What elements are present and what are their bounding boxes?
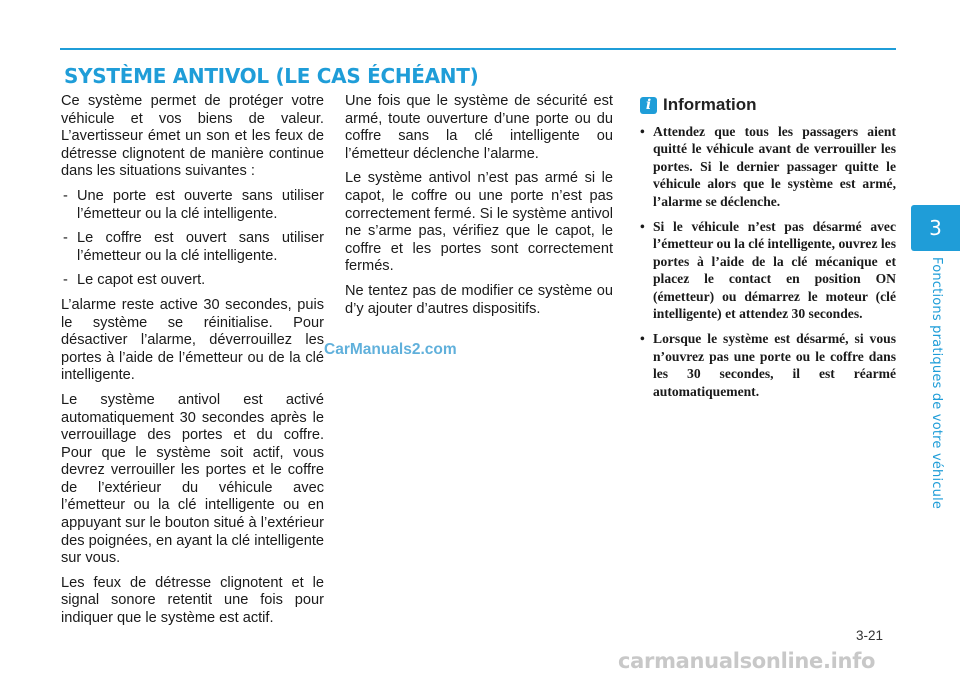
page-number: 3-21 — [856, 628, 884, 643]
information-title: Information — [663, 95, 757, 114]
footer-watermark: carmanualsonline.info — [618, 649, 876, 673]
information-box — [640, 95, 896, 408]
chapter-title-vertical: Fonctions pratiques de votre véhicule — [929, 257, 944, 510]
chapter-number-tab: 3 — [911, 205, 960, 251]
intro-paragraph: Ce système permet de protéger votre véhicule et vos biens de valeur. L’avertisseur émet un son et les feux de détresse clignotent de manière continue dans les situations suivantes : — [61, 93, 324, 180]
activation-paragraph: Le système antivol est activé automatiquement 30 secondes après le verrouillage des portes et du coffre. Pour que le système soit actif, vous devrez verrouiller les portes et le coffre de l’extérieur du véhicule avec l’émetteur ou la clé intelligente ou en appuyant sur le bouton situé à l’extérieur des poignées, en ayant la clé intelligente sur vous. — [61, 391, 324, 567]
condition-hood: - Le capot est ouvert. — [61, 272, 324, 290]
alarm-conditions-list — [61, 188, 324, 290]
information-header — [640, 95, 896, 115]
info-item: • Lorsque le système est désarmé, si vous n’ouvrez pas une porte ou le coffre dans les 30 secondes, il est réarmé automatiquement. — [640, 330, 896, 400]
signal-paragraph: Les feux de détresse clignotent et le signal sonore retentit une fois pour indiquer que le système est actif. — [61, 574, 324, 627]
info-icon: i — [640, 97, 657, 114]
armed-paragraph: Une fois que le système de sécurité est armé, toute ouverture d’une porte ou du coffre sans la clé intelligente ou l’émetteur déclenche l’alarme. — [345, 93, 613, 162]
watermark-text: CarManuals2.com — [324, 341, 457, 358]
condition-door: - Une porte est ouverte sans utiliser l’émetteur ou la clé intelligente. — [61, 188, 324, 223]
column-left — [61, 93, 324, 635]
information-list — [640, 123, 896, 400]
header-rule — [60, 48, 896, 50]
section-title: SYSTÈME ANTIVOL (LE CAS ÉCHÉANT) — [64, 64, 479, 88]
info-item: • Attendez que tous les passagers aient quitté le véhicule avant de verrouiller les portes. Si le dernier passager quitte le véhicule alors que le système est armé, l’alarme se déclenche. — [640, 123, 896, 210]
info-item: • Si le véhicule n’est pas désarmé avec l’émetteur ou la clé intelligente, ouvrez les portes à l’aide de la clé mécanique et placez le contact en position ON (émetteur) ou démarrez le moteur (clé intelligente) et attendez 30 secondes. — [640, 218, 896, 322]
modify-warning-paragraph: Ne tentez pas de modifier ce système ou d’y ajouter d’autres dispositifs. — [345, 282, 613, 317]
column-middle — [345, 93, 613, 325]
condition-trunk: - Le coffre est ouvert sans utiliser l’émetteur ou la clé intelligente. — [61, 230, 324, 265]
not-armed-paragraph: Le système antivol n’est pas armé si le capot, le coffre ou une porte n’est pas correctement fermé. Si le système antivol ne s’arme pas, vérifiez que le capot, le coffre et les portes sont correctement fermés. — [345, 170, 613, 275]
alarm-duration-paragraph: L’alarme reste active 30 secondes, puis le système se réinitialise. Pour désactiver l’alarme, déverrouillez les portes à l’aide de l’émetteur ou de la clé intelligente. — [61, 296, 324, 384]
